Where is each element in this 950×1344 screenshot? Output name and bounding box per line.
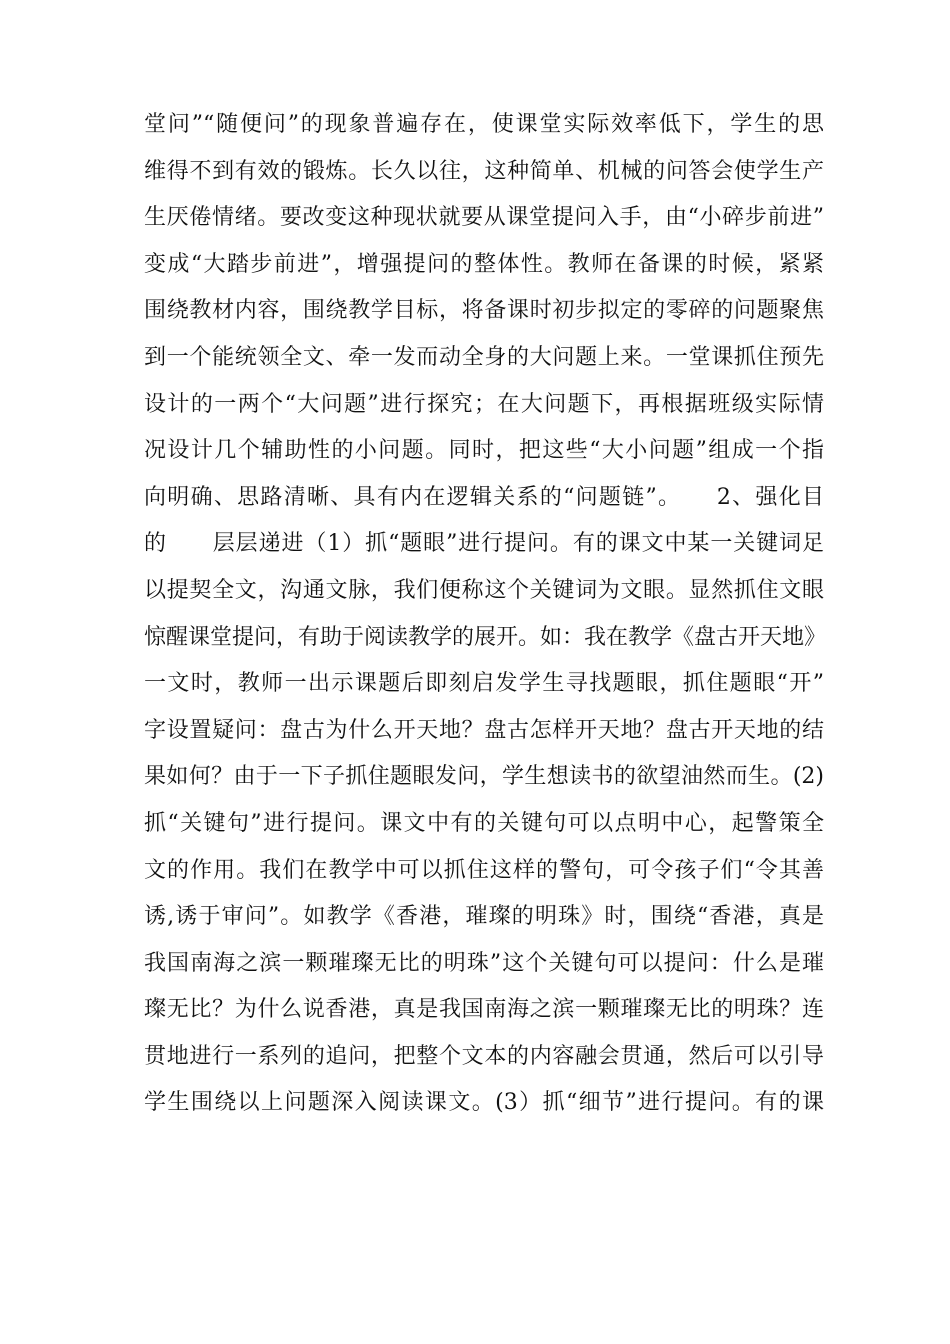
- text-line-11: 以提契全文，沟通文脉，我们便称这个关键词为文眼。显然抓住文眼: [144, 577, 824, 603]
- text-line-8: 况设计几个辅助性的小问题。同时，把这些“大小问题”组成一个指: [144, 438, 824, 464]
- text-line-16: 抓“关键句”进行提问。课文中有的关键句可以点明中心，起警策全: [144, 810, 824, 836]
- text-line-18: 诱,诱于审问”。如教学《香港，璀璨的明珠》时，围绕“香港，真是: [144, 904, 824, 930]
- text-line-12: 惊醒课堂提问，有助于阅读教学的展开。如：我在教学《盘古开天地》: [144, 624, 827, 650]
- text-line-15: 果如何？由于一下子抓住题眼发问，学生想读书的欲望油然而生。(2): [144, 764, 824, 790]
- body-text: [144, 102, 827, 1127]
- text-line-2: 维得不到有效的锻炼。长久以往，这种简单、机械的问答会使学生产: [144, 158, 824, 184]
- text-line-21: 贯地进行一系列的追问，把整个文本的内容融会贯通，然后可以引导: [144, 1043, 824, 1069]
- text-line-6: 到一个能统领全文、牵一发而动全身的大问题上来。一堂课抓住预先: [144, 344, 824, 370]
- text-line-10: 的 层层递进（1）抓“题眼”进行提问。有的课文中某一关键词足: [144, 531, 824, 557]
- text-line-13: 一文时，教师一出示课题后即刻启发学生寻找题眼，抓住题眼“开”: [144, 671, 824, 697]
- text-line-4: 变成“大踏步前进”，增强提问的整体性。教师在备课的时候，紧紧: [144, 251, 824, 277]
- text-line-9: 向明确、思路清晰、具有内在逻辑关系的“问题链”。 2、强化目: [144, 484, 824, 510]
- text-line-5: 围绕教材内容，围绕教学目标，将备课时初步拟定的零碎的问题聚焦: [144, 298, 824, 324]
- text-line-1: 堂问”“随便问”的现象普遍存在，使课堂实际效率低下，学生的思: [144, 112, 824, 137]
- text-line-17: 文的作用。我们在教学中可以抓住这样的警句，可令孩子们“令其善: [144, 857, 824, 883]
- text-line-3: 生厌倦情绪。要改变这种现状就要从课堂提问入手，由“小碎步前进”: [144, 205, 824, 231]
- text-line-19: 我国南海之滨一颗璀璨无比的明珠”这个关键句可以提问：什么是璀: [144, 950, 824, 976]
- text-line-7: 设计的一两个“大问题”进行探究；在大问题下，再根据班级实际情: [144, 391, 824, 417]
- text-line-14: 字设置疑问：盘古为什么开天地？盘古怎样开天地？盘古开天地的结: [144, 717, 824, 743]
- text-line-22: 学生围绕以上问题深入阅读课文。(3）抓“细节”进行提问。有的课: [144, 1090, 824, 1116]
- text-line-20: 璨无比？为什么说香港，真是我国南海之滨一颗璀璨无比的明珠？连: [144, 997, 824, 1023]
